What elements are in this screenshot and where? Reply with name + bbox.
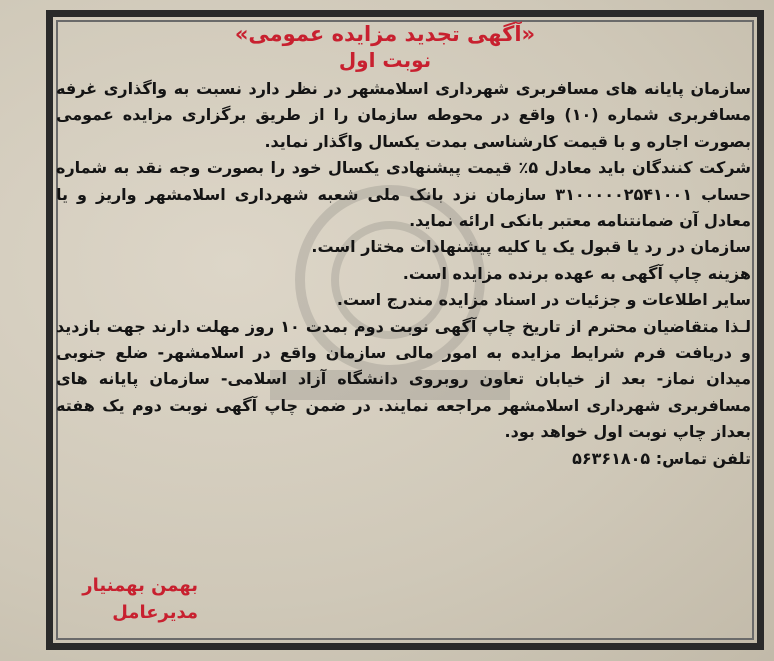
paragraph-deposit: شرکت کنندگان باید معادل ۵٪ قیمت پیشنهادی یکسال خود را بصورت وجه نقد به شماره حساب ۳۱۰۰۰۰۰۲۵۴۱۰۰۱ سازمان نزد بانک ملی شعبه شهرداری اسلامشهر واریز و یا معادل آن ضمانتنامه معتبر بانکی ارائه نماید. — [56, 158, 752, 231]
signature-name: بهمن بهمنیار — [82, 575, 198, 596]
paragraph-rights: سازمان در رد یا قبول یک یا کلیه پیشنهادات مختار است. — [311, 237, 751, 257]
notice-header — [200, 22, 570, 72]
paragraph-instructions: لـذا متقاضیان محترم از تاریخ چاپ آگهی نوبت دوم بمدت ۱۰ روز مهلت دارند جهت بازدید و دریافت فرم شرایط مزایده به امور مالی سازمان واقع در اسلامشهر- ضلع جنوبی میدان نماز- بعد از خیابان تعاون روبروی دانشگاه آزاد اسلامی- سازمان پایانه های مسافربری شهرداری اسلامشهر مراجعه نمایند. در ضمن چاپ آگهی نوبت دوم یک هفته بعداز چاپ نوبت اول خواهد بود. — [56, 316, 752, 442]
notice-title: «آگهی تجدید مزایده عمومی» — [234, 22, 536, 46]
notice-body — [56, 76, 751, 472]
paragraph-details: سایر اطلاعات و جزئیات در اسناد مزایده مندرج است. — [336, 290, 751, 310]
contact-phone: تلفن تماس: ۵۶۳۶۱۸۰۵ — [572, 448, 751, 468]
paragraph-cost: هزینه چاپ آگهی به عهده برنده مزایده است. — [402, 263, 751, 283]
signature-title: مدیرعامل — [112, 602, 198, 623]
notice-subtitle: نوبت اول — [338, 48, 432, 72]
signature-block — [58, 572, 198, 626]
paragraph-intro: سازمان پایانه های مسافربری شهرداری اسلامشهر در نظر دارد نسبت به واگذاری غرفه مسافربری شماره (۱۰) واقع در محوطه سازمان را از طریق برگزاری مزایده عمومی بصورت اجاره و با قیمت کارشناسی بمدت یکسال واگذار نماید. — [56, 79, 752, 151]
